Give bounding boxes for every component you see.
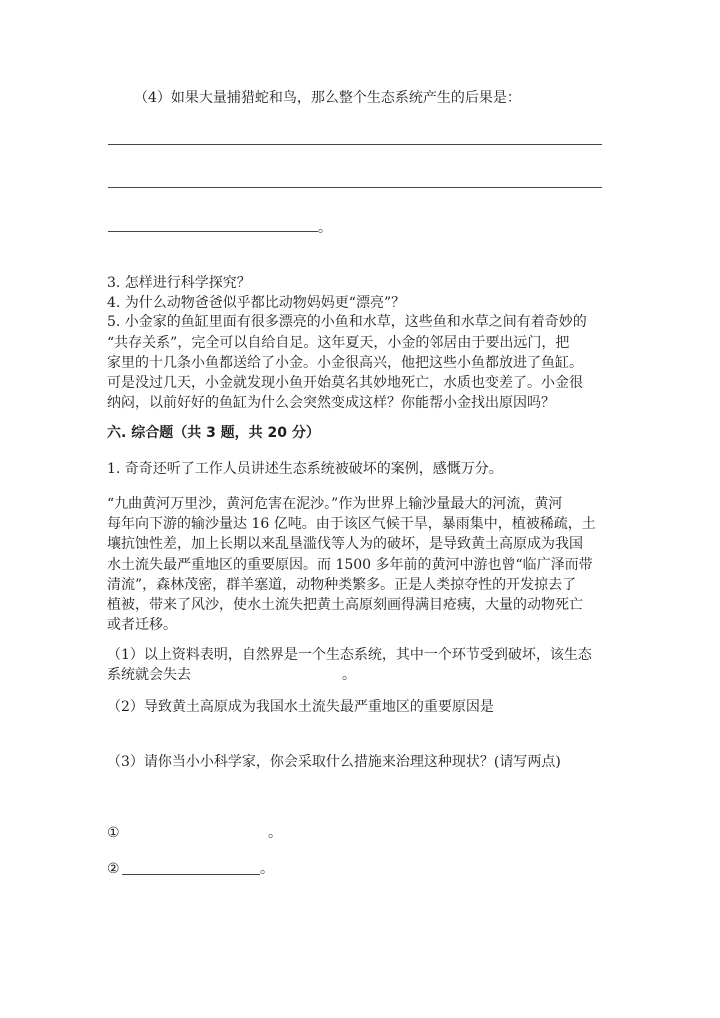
- passage-line: 壤抗蚀性差，加上长期以来乱垦滥伐等人为的破坏，是导致黄土高原成为我国: [107, 536, 583, 552]
- passage-line: “九曲黄河万里沙，黄河危害在泥沙。”作为世界上输沙量最大的河流，黄河: [107, 496, 563, 512]
- answer-1-marker: ①: [107, 825, 120, 841]
- answer-2-marker: ②: [107, 861, 120, 877]
- answer-2-blank-line: [122, 874, 260, 875]
- answer-line-2: [108, 187, 602, 188]
- question-5-line: “共存关系”，完全可以自给自足。这年夏天，小金的邻居由于要出远门，把: [107, 335, 570, 351]
- passage-line: 或者迁移。: [107, 617, 177, 633]
- passage-line: 每年向下游的输沙量达 16 亿吨。由于该区气候干旱，暴雨集中，植被稀疏，土: [107, 516, 596, 532]
- sub-question-1-line-2: 系统就会失去: [107, 667, 191, 683]
- sub-question-3: （3）请你当小小科学家，你会采取什么措施来治理这种现状？(请写两点): [107, 754, 561, 770]
- section-6-q1-intro: 1. 奇奇还听了工作人员讲述生态系统被破坏的案例，感慨万分。: [107, 461, 503, 477]
- question-5-line: 纳闷，以前好好的鱼缸为什么会突然变成这样？你能帮小金找出原因吗？: [107, 395, 555, 411]
- answer-line-1: [108, 144, 602, 145]
- question-5-line: 家里的十几条小鱼都送给了小金。小金很高兴，他把这些小鱼都放进了鱼缸。: [107, 355, 583, 371]
- sub-question-1-line-1: （1）以上资料表明，自然界是一个生态系统，其中一个环节受到破坏，该生态: [107, 647, 592, 663]
- question-4: 4. 为什么动物爸爸似乎都比动物妈妈更“漂亮”？: [107, 295, 406, 311]
- answer-1-end-mark: 。: [268, 825, 282, 841]
- question-4-prompt: （4）如果大量捕猎蛇和鸟，那么整个生态系统产生的后果是：: [134, 90, 521, 106]
- passage-line: 水土流失最严重地区的重要原因。而 1500 多年前的黄河中游也曾“临广泽而带: [107, 557, 593, 573]
- passage-line: 清流”，森林茂密，群羊塞道，动物种类繁多。正是人类掠夺性的开发掠去了: [107, 577, 577, 593]
- sub-question-1-end-mark: 。: [342, 667, 356, 683]
- answer-end-mark: 。: [318, 220, 332, 236]
- section-6-title: 六. 综合题（共 3 题，共 20 分）: [107, 425, 320, 441]
- sub-question-2: （2）导致黄土高原成为我国水土流失最严重地区的重要原因是: [107, 699, 494, 715]
- question-5-line: 可是没过几天，小金就发现小鱼开始莫名其妙地死亡，水质也变差了。小金很: [107, 375, 583, 391]
- answer-2-end-mark: 。: [260, 861, 274, 877]
- question-5-line: 5. 小金家的鱼缸里面有很多漂亮的小鱼和水草，这些鱼和水草之间有着奇妙的: [107, 314, 587, 330]
- answer-line-3: [108, 231, 318, 232]
- question-3: 3. 怎样进行科学探究？: [107, 275, 251, 291]
- passage-line: 植被，带来了风沙，使水土流失把黄土高原刻画得满目疮痍，大量的动物死亡: [107, 597, 583, 613]
